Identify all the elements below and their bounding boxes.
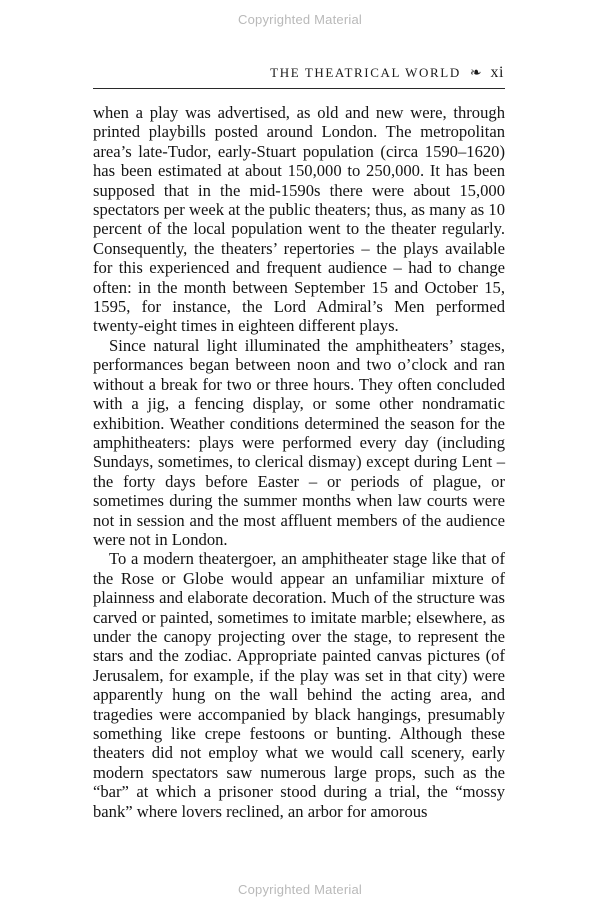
copyright-watermark-bottom: Copyrighted Material <box>238 882 362 897</box>
paragraph-3: To a modern theatergoer, an amphitheater stage like that of the Rose or Globe would appear an unfamiliar mixture of plainness and elaborate decoration. Much of the structure was carved or painted, sometimes to imitate marble; elsewhere, as under the canopy projecting over the stage, to represent the stars and the zodiac. Appropriate painted canvas pictures (of Jerusalem, for example, if the play was set in that city) were apparently hung on the wall behind the acting area, and tragedies were accompanied by black hangings, presumably something like crepe festoons or bunting. Although these theaters did not employ what we would call scenery, early modern spectators saw numerous large props, such as the “bar” at which a prisoner stood during a trial, the “mossy bank” where lovers reclined, an arbor for amorous <box>93 549 505 821</box>
body-text <box>93 103 505 821</box>
running-head <box>270 64 504 82</box>
header-rule <box>93 88 505 89</box>
paragraph-1: when a play was advertised, as old and new were, through printed playbills posted around London. The metropolitan area’s late-Tudor, early-Stuart population (circa 1590–1620) has been estimated at about 150,000 to 250,000. It has been supposed that in the mid-1590s there were about 15,000 spectators per week at the public theaters; thus, as many as 10 percent of the local population went to the theater regularly. Consequently, the theaters’ repertories – the plays available for this experienced and frequent audience – had to change often: in the month between September 15 and October 15, 1595, for instance, the Lord Admiral’s Men performed twenty-eight times in eighteen different plays. <box>93 103 505 336</box>
page-number: xi <box>490 64 504 81</box>
paragraph-2: Since natural light illuminated the amphitheaters’ stages, performances began between noon and two o’clock and ran without a break for two or three hours. They often concluded with a jig, a fencing display, or some other nondramatic exhibition. Weather conditions determined the season for the amphitheaters: plays were performed every day (including Sundays, sometimes, to clerical dismay) except during Lent – the forty days before Easter – or periods of plague, or sometimes during the summer months when law courts were not in session and the most affluent members of the audience were not in London. <box>93 335 505 549</box>
fleuron-icon: ❧ <box>469 66 482 81</box>
running-head-title: THE THEATRICAL WORLD <box>270 65 461 80</box>
copyright-watermark-top: Copyrighted Material <box>238 12 362 27</box>
